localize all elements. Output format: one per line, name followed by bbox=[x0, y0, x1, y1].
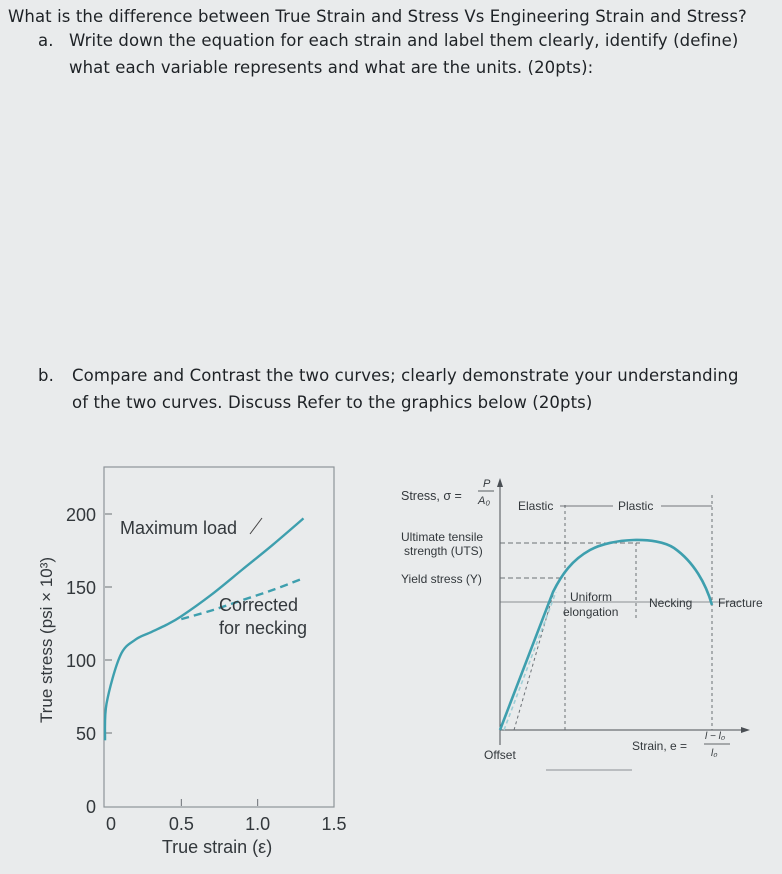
yield-label: Yield stress (Y) bbox=[401, 572, 482, 586]
y-tick-label: 200 bbox=[65, 505, 96, 525]
strain-fraction-den: l₀ bbox=[711, 748, 718, 759]
y-axis-arrow bbox=[497, 478, 503, 487]
uts-label-1: Ultimate tensile bbox=[401, 530, 484, 544]
y-axis-label: True stress (psi × 10³) bbox=[37, 556, 56, 724]
x-tick-label: 0 bbox=[105, 814, 117, 834]
strain-label: Strain, e = bbox=[632, 739, 688, 753]
maximum-load-pointer bbox=[250, 518, 262, 534]
part-b-line-2: of the two curves. Discuss Refer to the graphics below (20pts) bbox=[72, 393, 593, 412]
y-tick-label: 100 bbox=[65, 651, 96, 671]
stress-fraction-num: P bbox=[483, 478, 491, 490]
for-necking-label: for necking bbox=[219, 618, 308, 638]
x-tick-label: 1.0 bbox=[245, 814, 271, 834]
x-tick-label: 1.5 bbox=[321, 814, 347, 834]
part-a-label: a. bbox=[38, 31, 54, 50]
y-tick-label: 150 bbox=[65, 578, 96, 598]
stress-strain-curve bbox=[500, 540, 712, 730]
question-title: What is the difference between True Strain and Stress Vs Engineering Strain and Stress? bbox=[8, 7, 747, 26]
uniform-label-2: elongation bbox=[563, 605, 619, 619]
uniform-label-1: Uniform bbox=[570, 590, 613, 604]
uts-label-2: strength (UTS) bbox=[404, 544, 483, 558]
x-axis-arrow bbox=[741, 727, 750, 733]
x-axis-label: True strain (ε) bbox=[161, 837, 273, 857]
stress-fraction-den: A₀ bbox=[478, 495, 490, 507]
stress-ylabel: Stress, σ = bbox=[401, 489, 462, 503]
part-b-label: b. bbox=[38, 366, 54, 385]
true-stress-chart bbox=[37, 467, 347, 857]
offset-label: Offset bbox=[484, 748, 516, 762]
engineering-stress-chart bbox=[401, 478, 763, 770]
necking-label: Necking bbox=[649, 596, 693, 610]
y-tick-label: 0 bbox=[85, 797, 96, 817]
x-tick-label: 0.5 bbox=[168, 814, 194, 834]
elastic-label: Elastic bbox=[518, 499, 554, 513]
part-a-line-2: what each variable represents and what are the units. (20pts): bbox=[69, 58, 594, 77]
y-tick-label: 50 bbox=[75, 724, 96, 744]
plastic-label: Plastic bbox=[618, 499, 654, 513]
fracture-label: Fracture bbox=[718, 596, 763, 610]
strain-fraction-num: l − l₀ bbox=[705, 731, 726, 742]
part-b-line-1: Compare and Contrast the two curves; clearly demonstrate your understanding bbox=[72, 366, 739, 385]
part-a-line-1: Write down the equation for each strain and label them clearly, identify (define) bbox=[69, 31, 739, 50]
corrected-label: Corrected bbox=[219, 595, 299, 615]
maximum-load-label: Maximum load bbox=[120, 518, 238, 538]
